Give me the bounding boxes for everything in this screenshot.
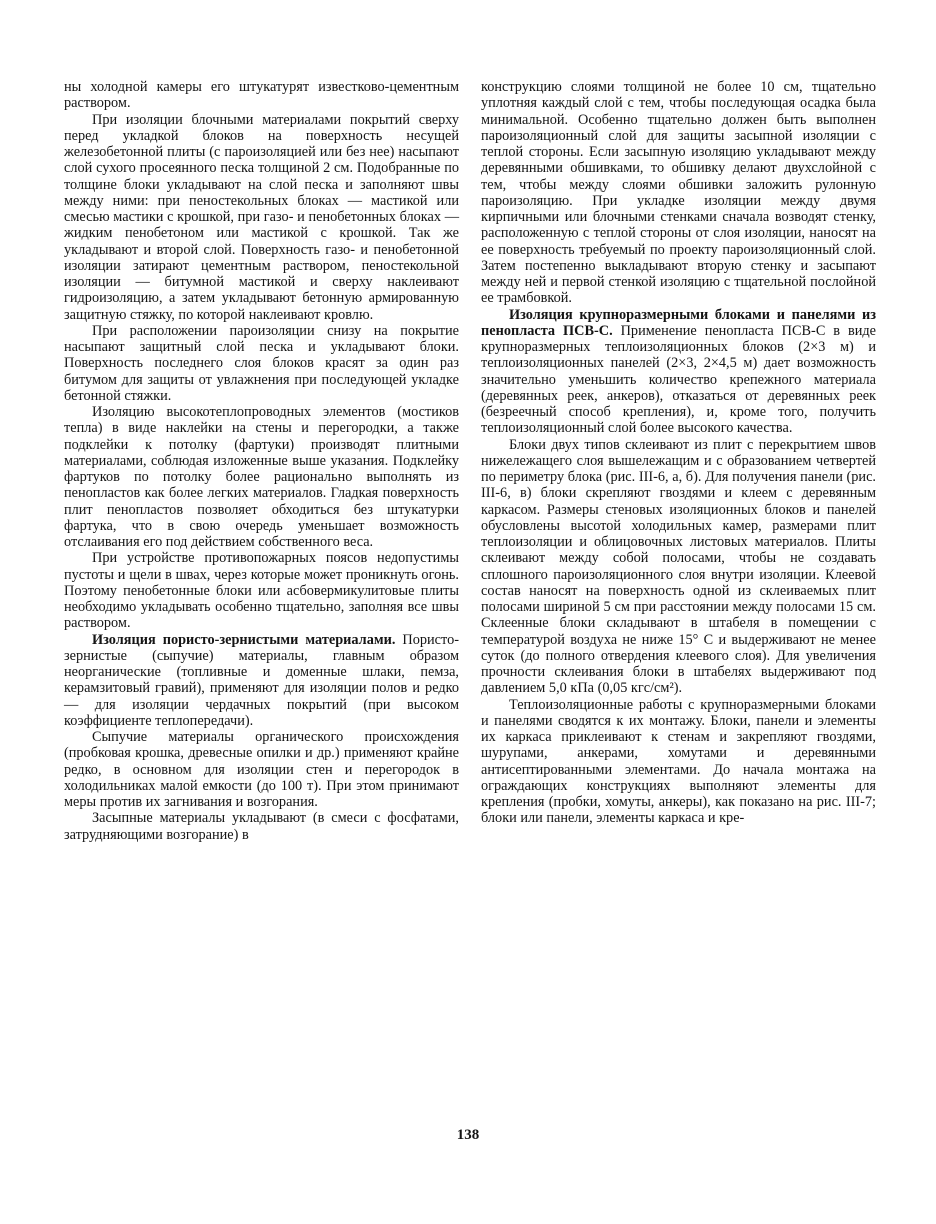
section-heading: Изоляция пористо-зернистыми материалами. <box>92 631 396 648</box>
page-number: 138 <box>456 1127 480 1143</box>
paragraph: При изоляции блочными материалами покрытий сверху перед укладкой блоков на поверхность несущей железобетонной плиты (с пароизоляцией или без нее) насыпают слой сухого просеянного песка толщиной 2 см. Подобранные по толщине блоки укладывают на слой песка и заполняют швы между ними: при пеностекольных блоках — мастикой или смесью мастики с крошкой, при газо- и пенобетонных блоках — жидким пенобетоном или мастикой с крошкой. Так же укладывают и второй слой. Поверхность газо- и пенобетонной изоляции затирают цементным раствором, пеностекольной изоляции — битумной мастикой и сверху наклеивают гидроизоляцию, а затем укладывают бетонную армированную защитную стяжку, по которой наклеивают кровлю. <box>64 111 459 323</box>
paragraph: Теплоизоляционные работы с крупноразмерными блоками и панелями сводятся к их монтажу. Блоки, панели и элементы их каркаса приклеивают к стенам и закрепляют гвоздями, шурупами, анкерами, хомутами и деревянными антисептированными элементами. До начала монтажа на ограждающих конструкциях выполняют элементы для крепления (пробки, хомуты, анкеры), как показано на рис. III-7; блоки или панели, элементы каркаса и кре- <box>481 696 876 827</box>
paragraph: Изоляция пористо-зернистыми материалами. Пористо-зернистые (сыпучие) материалы, главным образом неорганические (топливные и доменные шлаки, пемза, керамзитовый гравий), применяют для изоляции полов и редко — для изоляции чердачных покрытий (при высоком коэффициенте теплопередачи). <box>64 631 459 729</box>
paragraph: конструкцию слоями толщиной не более 10 см, тщательно уплотняя каждый слой с тем, чтобы последующая осадка была минимальной. Особенно тщательно должен быть выполнен пароизоляционный слой для защиты засыпной изоляции с теплой стороны. Если засыпную изоляцию укладывают между деревянными обшивками, то обшивку делают двухслойной с тем, чтобы между слоями обшивки заложить рулонную пароизоляцию. При укладке изоляции между двумя кирпичными или блочными стенками сначала возводят стенку, расположенную с теплой стороны от слоя изоляции, наносят на ее поверхность требуемый по проекту пароизоляционный слой. Затем постепенно выкладывают вторую стенку и засыпают между ней и первой стенкой изоляцию с тщательной послойной ее трамбовкой. <box>481 79 876 307</box>
paragraph: Сыпучие материалы органического происхождения (пробковая крошка, древесные опилки и др.) применяют крайне редко, в основном для изоляции стен и перегородок в холодильниках малой емкости (до 100 т). При этом принимают меры против их загнивания и возгорания. <box>64 729 459 810</box>
paragraph: Изоляцию высокотеплопроводных элементов (мостиков тепла) в виде наклейки на стены и перегородки, а также подклейки к потолку (фартуки) производят плитными материалами, соблюдая изложенные выше указания. Подклейку фартуков по потолку более рационально выполнять из пенопластов как более легких материалов. Гладкая поверхность плит пенопластов позволяет обходиться без штукатурки фартука, что в свою очередь уменьшает возможность отслаивания его под действием собственного веса. <box>64 404 459 550</box>
section-heading: Изоляция крупноразмерными блоками и панелями из пенопласта ПСВ-С. <box>481 306 876 339</box>
paragraph: Засыпные материалы укладывают (в смеси с фосфатами, затрудняющими возгорание) в <box>64 810 459 843</box>
left-column <box>64 79 459 843</box>
paragraph: Изоляция крупноразмерными блоками и панелями из пенопласта ПСВ-С. Применение пенопласта ПСВ-С в виде крупноразмерных теплоизоляционных блоков (2×3 м) и теплоизоляционных панелей (2×3, 2×4,5 м) дает возможность значительно уменьшить количество крепежного материала (деревянных реек, анкеров), отказаться от деревянных реек (безреечный способ крепления), и, кроме того, получить теплоизоляционный слой более высокого качества. <box>481 306 876 437</box>
paragraph: При расположении пароизоляции снизу на покрытие насыпают защитный слой песка и укладывают блоки. Поверхность последнего слоя блоков красят за один раз битумом для защиты от увлажнения при последующей укладке бетонной стяжки. <box>64 322 459 404</box>
paragraph: При устройстве противопожарных поясов недопустимы пустоты и щели в швах, через которые может проникнуть огонь. Поэтому пенобетонные блоки или асбовермикулитовые плиты необходимо укладывать особенно тщательно, заполняя все швы раствором. <box>64 550 459 632</box>
right-column <box>481 79 876 827</box>
paragraph: Блоки двух типов склеивают из плит с перекрытием швов нижележащего слоя вышележащим и с образованием четвертей по периметру блока (рис. III-6, а, б). Для получения панели (рис. III-6, в) блоки скрепляют гвоздями и клеем с деревянным каркасом. Размеры стеновых изоляционных блоков и панелей обусловлены высотой холодильных камер, размерами плит теплоизоляции и облицовочных листовых материалов. Плиты склеивают между собой полосами, чтобы не создавать сплошного пароизоляционного слоя внутри изоляции. Клеевой состав наносят на поверхность одной из склеиваемых плит полосами шириной 5 см при расстоянии между полосами 15 см. Склеенные блоки складывают в штабеля в помещении с температурой воздуха не ниже 15° С и выдерживают не менее суток (до полного отвердения клеевого слоя). Для увеличения прочности склеивания блоки в штабелях выдерживают под давлением 5,0 кПа (0,05 кгс/см²). <box>481 436 876 697</box>
paragraph: ны холодной камеры его штукатурят известково-цементным раствором. <box>64 79 459 112</box>
